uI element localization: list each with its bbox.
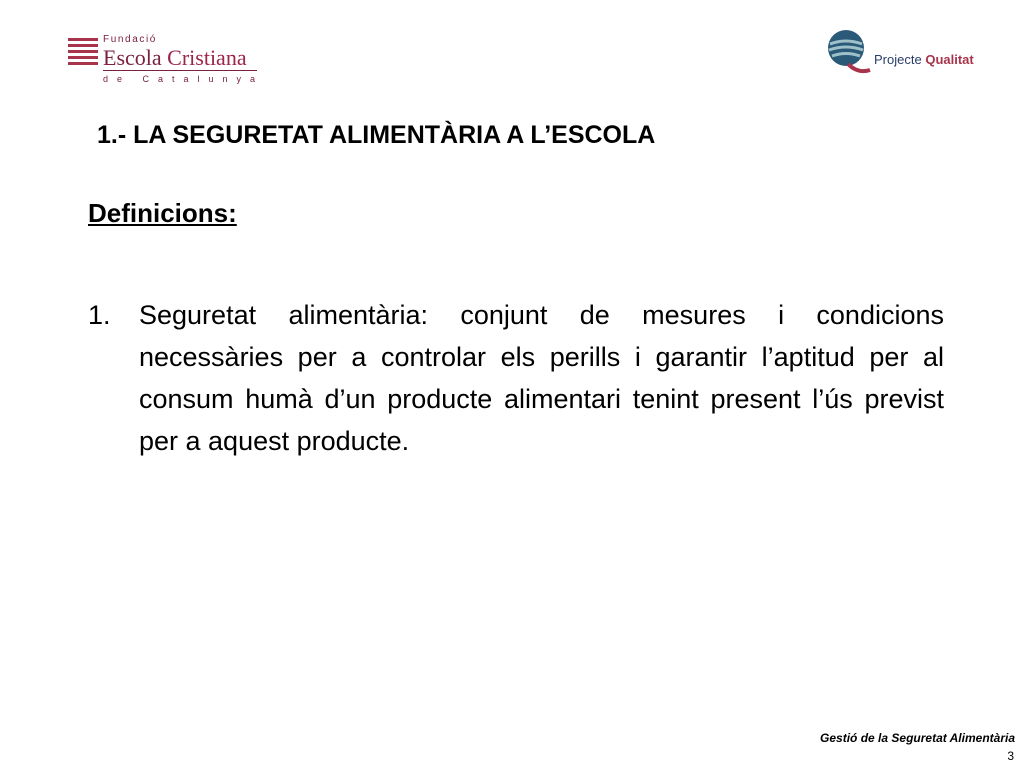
projecte-qualitat-logo xyxy=(824,28,984,80)
qualitat-q-icon xyxy=(824,28,872,76)
qualitat-logo-text xyxy=(874,52,974,67)
section-heading: Definicions: xyxy=(88,198,237,228)
logo-name-cristiana: Cristiana xyxy=(167,45,247,70)
fundacio-escola-cristiana-logo xyxy=(68,34,268,86)
logo-stripes-icon xyxy=(68,38,98,66)
qualitat-word-qualitat: Qualitat xyxy=(925,52,974,67)
logo-divider xyxy=(103,70,257,71)
qualitat-word-projecte: Projecte xyxy=(874,52,922,67)
logo-name-escola: Escola xyxy=(103,45,162,70)
logo-name-text xyxy=(103,45,247,71)
list-item-number: 1. xyxy=(88,300,111,330)
slide-title: 1.- LA SEGURETAT ALIMENTÀRIA A L’ESCOLA xyxy=(97,121,656,149)
logo-fundacio-text: Fundació xyxy=(103,34,157,45)
logo-catalunya-text: de Catalunya xyxy=(103,74,265,84)
list-item-text: Seguretat alimentària: conjunt de mesures i condicions necessàries per a controlar els perills i garantir l’aptitud per al consum humà d’un producte alimentari tenint present l’ús previst per a aquest producte. xyxy=(139,300,944,456)
footer-title: Gestió de la Seguretat Alimentària xyxy=(820,731,1015,745)
page-number: 3 xyxy=(1007,749,1014,763)
